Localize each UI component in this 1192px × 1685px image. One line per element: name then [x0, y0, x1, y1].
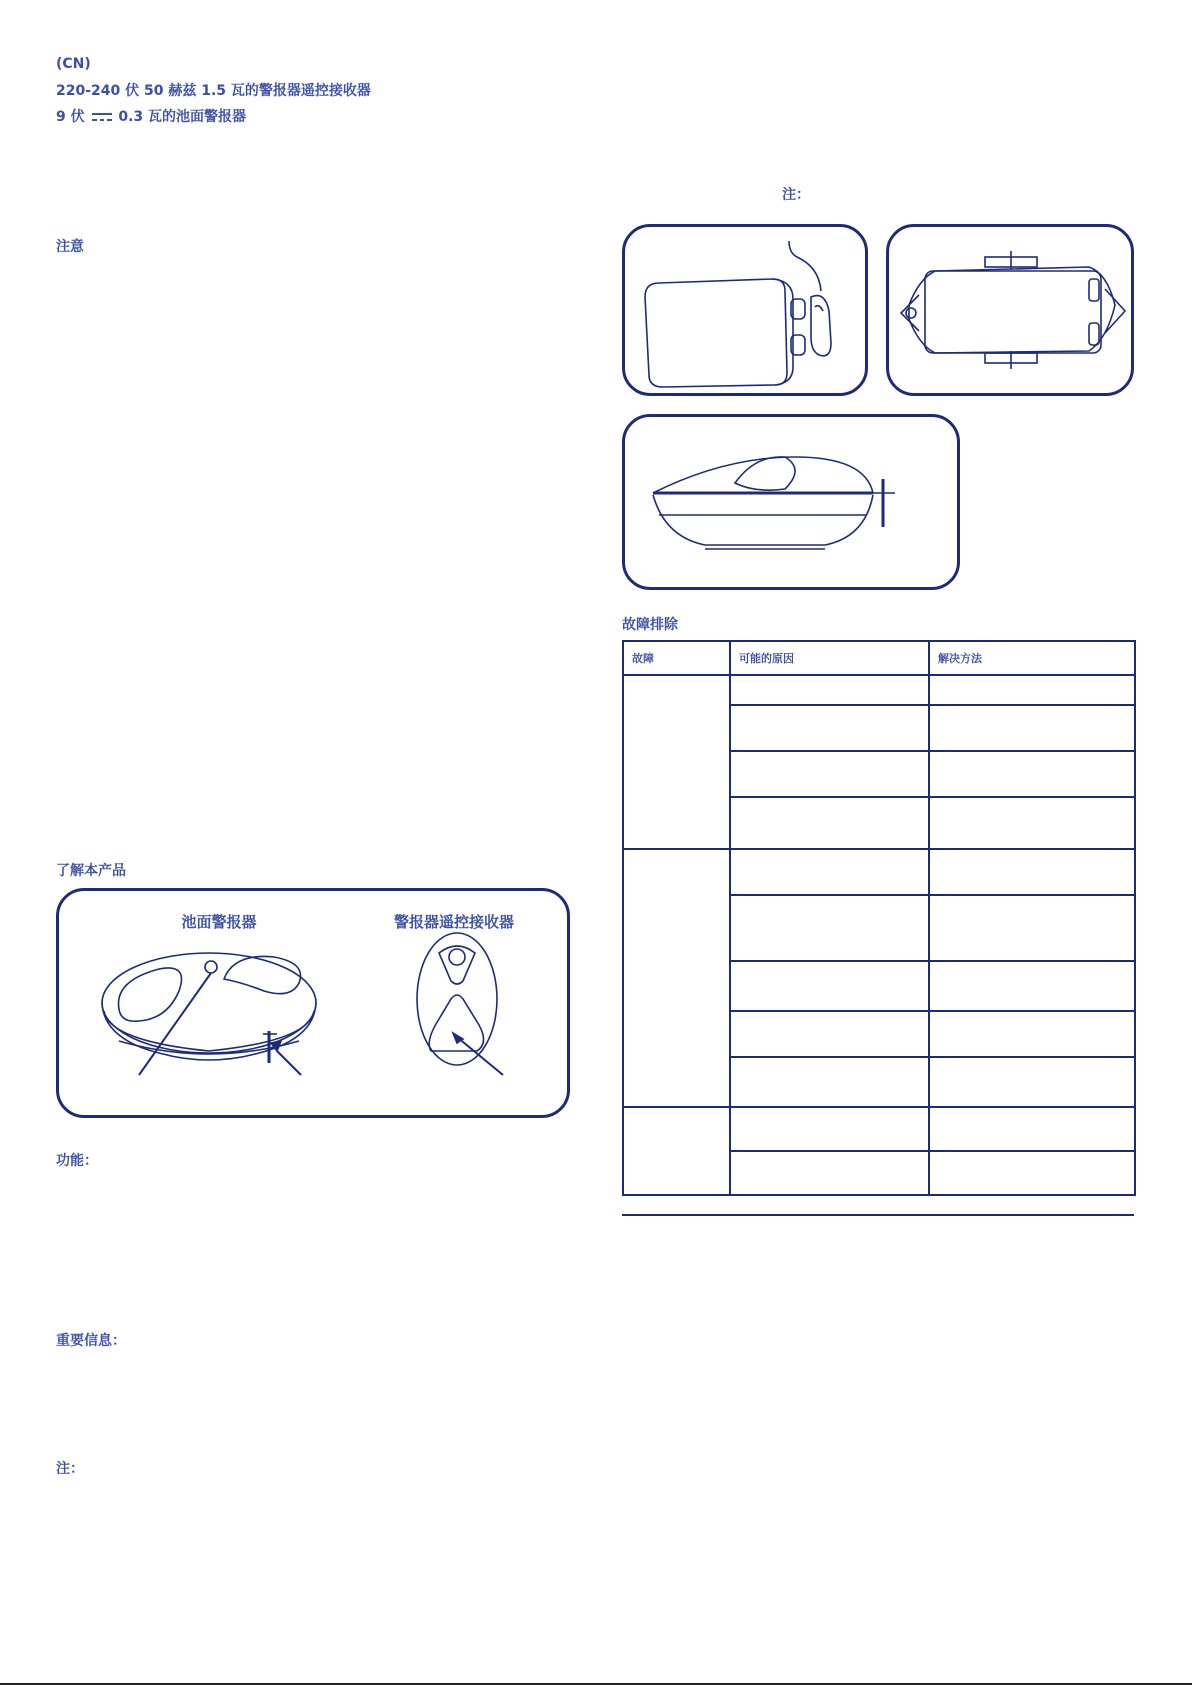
cause-cell [730, 895, 929, 961]
illustration-battery-holder [886, 224, 1134, 396]
solution-cell [929, 1151, 1135, 1195]
fault-cell [623, 1107, 730, 1195]
solution-cell [929, 961, 1135, 1011]
important-info-heading: 重要信息： [56, 1333, 126, 1349]
cause-cell [730, 1151, 929, 1195]
table-row [623, 849, 1135, 895]
solution-cell [929, 1011, 1135, 1057]
receiver-spec: 220-240 伏 50 赫兹 1.5 瓦的警报器遥控接收器 [56, 83, 371, 99]
product-overview-panel [56, 888, 570, 1118]
illustration-pool-alarm-side [622, 414, 960, 590]
pool-alarm-drawing [102, 953, 316, 1075]
solution-cell [929, 675, 1135, 705]
caution-heading: 注意 [56, 239, 84, 255]
product-illustration [59, 891, 570, 1118]
cause-cell [730, 1011, 929, 1057]
table-header-row [623, 641, 1135, 675]
pool-alarm-spec [56, 106, 246, 126]
solution-cell [929, 705, 1135, 751]
cause-cell [730, 961, 929, 1011]
section-divider [622, 1214, 1134, 1216]
cause-cell [730, 849, 929, 895]
pool-alarm-spec-power: 0.3 瓦的池面警报器 [118, 109, 247, 125]
dc-symbol-icon [92, 112, 112, 122]
cause-cell [730, 1107, 929, 1151]
solution-cell [929, 797, 1135, 849]
cause-cell [730, 1057, 929, 1107]
region-code: (CN) [56, 56, 91, 72]
table-row [623, 1107, 1135, 1151]
solution-cell [929, 1107, 1135, 1151]
cause-cell [730, 705, 929, 751]
pool-alarm-spec-voltage: 9 伏 [56, 109, 85, 125]
fault-cell [623, 675, 730, 849]
solution-cell [929, 1057, 1135, 1107]
illustration-receiver-box [622, 224, 868, 396]
troubleshooting-table [622, 640, 1136, 1196]
fault-cell [623, 849, 730, 1107]
header-fault: 故障 [623, 641, 730, 675]
solution-cell [929, 895, 1135, 961]
pool-alarm-label: 池面警报器 [181, 913, 257, 931]
cause-cell [730, 751, 929, 797]
table-row [623, 675, 1135, 705]
header-possible-cause: 可能的原因 [730, 641, 929, 675]
cause-cell [730, 675, 929, 705]
cause-cell [730, 797, 929, 849]
receiver-label: 警报器遥控接收器 [393, 913, 514, 931]
troubleshooting-heading: 故障排除 [622, 617, 678, 633]
features-heading: 功能： [56, 1153, 98, 1169]
receiver-drawing [417, 933, 503, 1075]
solution-cell [929, 849, 1135, 895]
know-product-heading: 了解本产品 [56, 863, 126, 879]
solution-cell [929, 751, 1135, 797]
note-heading-left: 注： [56, 1461, 84, 1477]
header-solution: 解决方法 [929, 641, 1135, 675]
note-heading-right: 注： [782, 187, 810, 203]
